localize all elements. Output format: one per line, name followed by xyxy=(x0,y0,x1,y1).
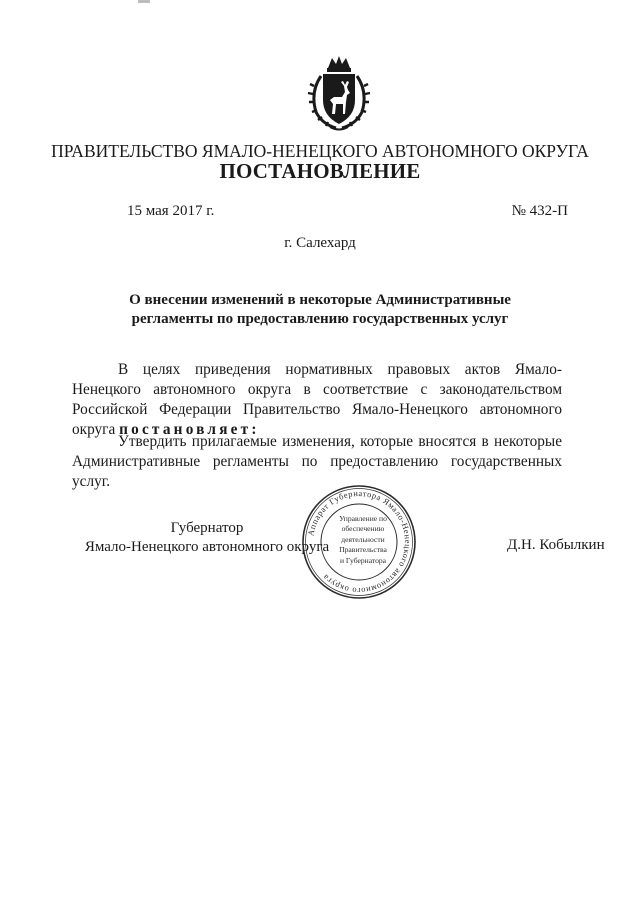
paragraph-text: В целях приведения нормативных правовых актов Ямало-Ненецкого автономного округа в соответствие с законодательством Российской Федерации Правительство Ямало-Ненецкого автономного округа xyxy=(72,361,562,438)
paragraph-text: Утвердить прилагаемые изменения, которые вносятся в некоторые Административные регламенты по предоставлению государственных услуг. xyxy=(72,433,562,490)
resolution-keyword: постановляет: xyxy=(119,421,260,438)
document-date: 15 мая 2017 г. xyxy=(127,203,215,219)
document-title-line: О внесении изменений в некоторые Административные xyxy=(129,292,511,308)
signatory-position-line: Ямало-Ненецкого автономного округа xyxy=(84,539,330,555)
body-paragraph xyxy=(72,360,562,440)
stamp-center-line: и Губернатора xyxy=(339,555,387,565)
signatory-name: Д.Н. Кобылкин xyxy=(507,537,605,553)
stamp-center-line: обеспечению xyxy=(341,524,385,534)
organization-name: ПРАВИТЕЛЬСТВО ЯМАЛО-НЕНЕЦКОГО АВТОНОМНОГО ОКРУГА xyxy=(51,141,589,161)
scan-mark xyxy=(138,0,150,3)
stamp-center-text xyxy=(333,514,393,566)
stamp-center-line: деятельности xyxy=(341,534,385,544)
document-number: № 432-П xyxy=(511,203,568,219)
document-city: г. Салехард xyxy=(284,235,356,251)
stamp-ring-text: Аппарат Губернатора Ямало-Ненецкого автономного округа xyxy=(306,488,413,596)
signatory-position-line: Губернатор xyxy=(170,520,244,536)
document-type: ПОСТАНОВЛЕНИЕ xyxy=(219,159,421,183)
document-title xyxy=(100,291,540,329)
coat-of-arms-icon xyxy=(306,54,372,132)
signatory-position xyxy=(78,519,336,557)
document-title-line: регламенты по предоставлению государственных услуг xyxy=(131,311,509,327)
stamp-center-line: Правительства xyxy=(339,545,387,555)
stamp-center-line: Управление по xyxy=(339,514,387,523)
